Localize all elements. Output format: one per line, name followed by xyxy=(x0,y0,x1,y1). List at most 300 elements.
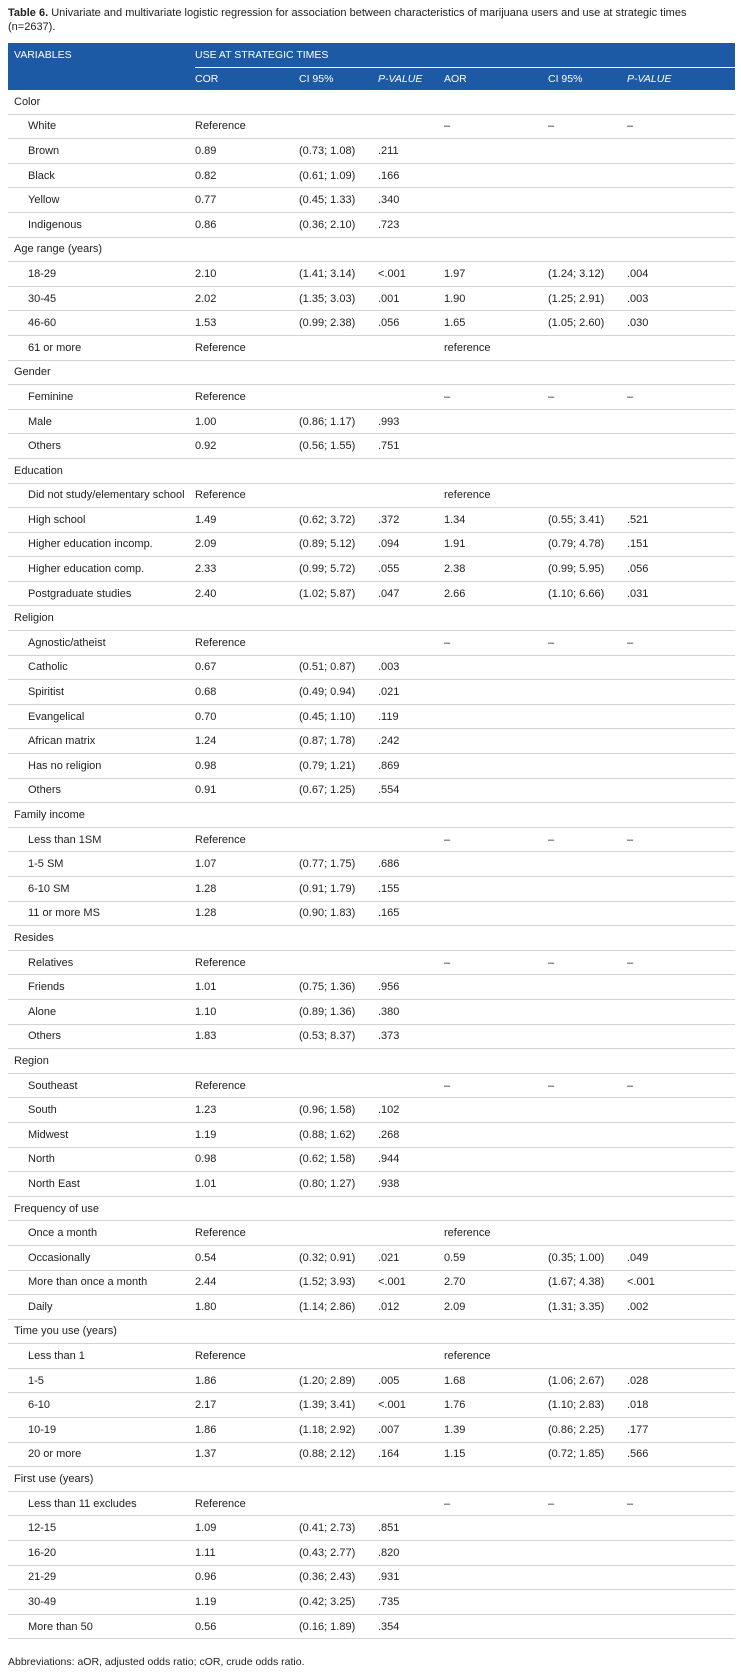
cell-cor: 1.07 xyxy=(195,852,299,877)
row-label: Indigenous xyxy=(8,212,195,237)
cell-ci-cor xyxy=(299,827,378,852)
cell-pvalue-aor: – xyxy=(627,385,735,410)
cell-ci-cor: (0.87; 1.78) xyxy=(299,729,378,754)
cell-pvalue-cor: .056 xyxy=(378,311,444,336)
cell-pvalue-cor: .751 xyxy=(378,434,444,459)
cell-pvalue-aor xyxy=(627,1590,735,1615)
cell-pvalue-cor: .047 xyxy=(378,581,444,606)
cell-ci-aor xyxy=(548,409,627,434)
table-group-row xyxy=(8,1049,735,1074)
cell-ci-cor: (0.79; 1.21) xyxy=(299,754,378,779)
cell-cor: Reference xyxy=(195,483,299,508)
row-label: Evangelical xyxy=(8,704,195,729)
row-label: 16-20 xyxy=(8,1541,195,1566)
cell-pvalue-cor: .094 xyxy=(378,532,444,557)
cell-pvalue-aor xyxy=(627,1565,735,1590)
cell-ci-cor: (0.96; 1.58) xyxy=(299,1098,378,1123)
cell-aor: – xyxy=(444,827,548,852)
cell-aor xyxy=(444,1541,548,1566)
cell-aor: – xyxy=(444,950,548,975)
cell-pvalue-aor xyxy=(627,409,735,434)
cell-cor: 0.82 xyxy=(195,163,299,188)
cell-pvalue-aor: .028 xyxy=(627,1368,735,1393)
regression-table xyxy=(8,43,735,1639)
cell-aor xyxy=(444,139,548,164)
cell-cor: 1.80 xyxy=(195,1295,299,1320)
table-row xyxy=(8,655,735,680)
cell-aor xyxy=(444,409,548,434)
cell-cor: 2.09 xyxy=(195,532,299,557)
header-group: USE AT STRATEGIC TIMES xyxy=(195,43,735,68)
cell-ci-aor xyxy=(548,852,627,877)
row-label: Occasionally xyxy=(8,1245,195,1270)
header-col-pvalue-aor: P-VALUE xyxy=(627,73,672,85)
cell-ci-cor: (0.89; 1.36) xyxy=(299,999,378,1024)
cell-cor: 2.44 xyxy=(195,1270,299,1295)
cell-ci-aor: (1.06; 2.67) xyxy=(548,1368,627,1393)
table-row xyxy=(8,1541,735,1566)
header-row-sub xyxy=(8,68,735,91)
table-row xyxy=(8,1516,735,1541)
cell-aor xyxy=(444,1565,548,1590)
table-row xyxy=(8,1073,735,1098)
table-row xyxy=(8,163,735,188)
cell-ci-cor: (0.45; 1.33) xyxy=(299,188,378,213)
cell-ci-cor: (0.36; 2.10) xyxy=(299,212,378,237)
header-col-ci-cor: CI 95% xyxy=(299,73,334,85)
cell-pvalue-cor: .268 xyxy=(378,1122,444,1147)
cell-cor: Reference xyxy=(195,1491,299,1516)
cell-ci-aor xyxy=(548,1024,627,1049)
cell-cor: 1.86 xyxy=(195,1418,299,1443)
cell-aor: reference xyxy=(444,1344,548,1369)
group-label: Gender xyxy=(8,360,735,385)
cell-cor: 0.70 xyxy=(195,704,299,729)
cell-ci-aor xyxy=(548,335,627,360)
cell-cor: 0.56 xyxy=(195,1614,299,1639)
cell-pvalue-cor: .340 xyxy=(378,188,444,213)
cell-ci-cor: (0.88; 2.12) xyxy=(299,1442,378,1467)
cell-pvalue-aor xyxy=(627,1516,735,1541)
table-row xyxy=(8,631,735,656)
cell-ci-aor: (1.10; 2.83) xyxy=(548,1393,627,1418)
table-row xyxy=(8,999,735,1024)
cell-cor: 1.19 xyxy=(195,1590,299,1615)
row-label: 61 or more xyxy=(8,335,195,360)
cell-ci-aor xyxy=(548,1172,627,1197)
cell-pvalue-cor: .993 xyxy=(378,409,444,434)
row-label: 30-45 xyxy=(8,286,195,311)
cell-aor: reference xyxy=(444,483,548,508)
table-row xyxy=(8,483,735,508)
cell-aor xyxy=(444,877,548,902)
cell-aor xyxy=(444,1516,548,1541)
cell-pvalue-cor: .055 xyxy=(378,557,444,582)
row-label: More than once a month xyxy=(8,1270,195,1295)
row-label: 11 or more MS xyxy=(8,901,195,926)
cell-cor: 2.33 xyxy=(195,557,299,582)
cell-aor xyxy=(444,163,548,188)
cell-pvalue-cor: .956 xyxy=(378,975,444,1000)
cell-pvalue-cor: .166 xyxy=(378,163,444,188)
table-row xyxy=(8,877,735,902)
row-label: Yellow xyxy=(8,188,195,213)
cell-ci-cor: (0.75; 1.36) xyxy=(299,975,378,1000)
row-label: 1-5 SM xyxy=(8,852,195,877)
table-group-row xyxy=(8,606,735,631)
cell-ci-aor xyxy=(548,188,627,213)
row-label: Others xyxy=(8,434,195,459)
table-row xyxy=(8,188,735,213)
cell-ci-cor: (1.35; 3.03) xyxy=(299,286,378,311)
cell-pvalue-cor: .021 xyxy=(378,1245,444,1270)
row-label: Agnostic/atheist xyxy=(8,631,195,656)
table-group-row xyxy=(8,458,735,483)
group-label: Frequency of use xyxy=(8,1196,735,1221)
cell-aor: 1.68 xyxy=(444,1368,548,1393)
cell-ci-aor xyxy=(548,754,627,779)
table-row xyxy=(8,1295,735,1320)
cell-pvalue-aor xyxy=(627,1147,735,1172)
cell-ci-aor: (0.86; 2.25) xyxy=(548,1418,627,1443)
table-row xyxy=(8,754,735,779)
cell-pvalue-cor: .372 xyxy=(378,508,444,533)
cell-cor: 0.77 xyxy=(195,188,299,213)
cell-ci-aor xyxy=(548,655,627,680)
cell-pvalue-aor: .151 xyxy=(627,532,735,557)
row-label: Alone xyxy=(8,999,195,1024)
row-label: Brown xyxy=(8,139,195,164)
table-row xyxy=(8,508,735,533)
cell-ci-aor xyxy=(548,704,627,729)
cell-cor: 1.01 xyxy=(195,1172,299,1197)
cell-aor: reference xyxy=(444,1221,548,1246)
cell-aor: reference xyxy=(444,335,548,360)
table-group-row xyxy=(8,237,735,262)
cell-pvalue-aor: – xyxy=(627,827,735,852)
cell-aor xyxy=(444,1614,548,1639)
row-label: Postgraduate studies xyxy=(8,581,195,606)
row-label: Higher education comp. xyxy=(8,557,195,582)
table-row xyxy=(8,532,735,557)
cell-cor: 0.86 xyxy=(195,212,299,237)
cell-aor: – xyxy=(444,631,548,656)
cell-pvalue-cor: .380 xyxy=(378,999,444,1024)
cell-ci-cor: (0.45; 1.10) xyxy=(299,704,378,729)
cell-ci-cor: (1.52; 3.93) xyxy=(299,1270,378,1295)
cell-ci-aor xyxy=(548,1590,627,1615)
table-group-row xyxy=(8,360,735,385)
row-label: Black xyxy=(8,163,195,188)
cell-pvalue-aor xyxy=(627,434,735,459)
table-group-row xyxy=(8,1319,735,1344)
cell-pvalue-aor xyxy=(627,852,735,877)
cell-pvalue-aor xyxy=(627,163,735,188)
table-row xyxy=(8,1098,735,1123)
cell-cor: 1.83 xyxy=(195,1024,299,1049)
cell-pvalue-aor: .049 xyxy=(627,1245,735,1270)
cell-cor: 0.96 xyxy=(195,1565,299,1590)
cell-ci-cor xyxy=(299,1221,378,1246)
cell-ci-cor: (0.49; 0.94) xyxy=(299,680,378,705)
cell-pvalue-cor: .003 xyxy=(378,655,444,680)
cell-ci-aor: (0.79; 4.78) xyxy=(548,532,627,557)
row-label: 46-60 xyxy=(8,311,195,336)
table-row xyxy=(8,581,735,606)
cell-cor: 1.28 xyxy=(195,901,299,926)
cell-cor: Reference xyxy=(195,631,299,656)
table-row xyxy=(8,1491,735,1516)
cell-aor xyxy=(444,778,548,803)
cell-ci-cor: (0.56; 1.55) xyxy=(299,434,378,459)
cell-ci-aor: (0.55; 3.41) xyxy=(548,508,627,533)
cell-cor: 0.89 xyxy=(195,139,299,164)
cell-ci-aor xyxy=(548,1344,627,1369)
table-row xyxy=(8,1221,735,1246)
row-label: 1-5 xyxy=(8,1368,195,1393)
cell-pvalue-aor xyxy=(627,335,735,360)
cell-pvalue-cor: .001 xyxy=(378,286,444,311)
table-row xyxy=(8,1172,735,1197)
cell-aor: 2.09 xyxy=(444,1295,548,1320)
group-label: Resides xyxy=(8,926,735,951)
cell-cor: 1.11 xyxy=(195,1541,299,1566)
cell-pvalue-cor xyxy=(378,335,444,360)
cell-ci-aor xyxy=(548,1221,627,1246)
table-body xyxy=(8,90,735,1639)
row-label: 21-29 xyxy=(8,1565,195,1590)
cell-cor: 1.49 xyxy=(195,508,299,533)
row-label: South xyxy=(8,1098,195,1123)
table-row xyxy=(8,1270,735,1295)
cell-cor: 1.28 xyxy=(195,877,299,902)
cell-ci-cor: (0.90; 1.83) xyxy=(299,901,378,926)
table-row xyxy=(8,1344,735,1369)
cell-ci-aor xyxy=(548,1614,627,1639)
cell-ci-cor: (0.91; 1.79) xyxy=(299,877,378,902)
table-row xyxy=(8,901,735,926)
cell-pvalue-aor: – xyxy=(627,631,735,656)
row-label: 6-10 xyxy=(8,1393,195,1418)
cell-ci-cor: (0.86; 1.17) xyxy=(299,409,378,434)
cell-aor xyxy=(444,704,548,729)
cell-ci-aor: (1.25; 2.91) xyxy=(548,286,627,311)
cell-ci-cor: (0.99; 2.38) xyxy=(299,311,378,336)
cell-ci-aor xyxy=(548,999,627,1024)
cell-pvalue-cor: <.001 xyxy=(378,1270,444,1295)
cell-aor xyxy=(444,1147,548,1172)
cell-pvalue-cor: .851 xyxy=(378,1516,444,1541)
cell-pvalue-cor: .869 xyxy=(378,754,444,779)
row-label: 18-29 xyxy=(8,262,195,287)
row-label: More than 50 xyxy=(8,1614,195,1639)
cell-aor xyxy=(444,729,548,754)
cell-pvalue-cor: .164 xyxy=(378,1442,444,1467)
row-label: 10-19 xyxy=(8,1418,195,1443)
cell-cor: Reference xyxy=(195,827,299,852)
cell-ci-aor: (1.10; 6.66) xyxy=(548,581,627,606)
cell-pvalue-aor xyxy=(627,901,735,926)
cell-ci-aor xyxy=(548,778,627,803)
table-row xyxy=(8,409,735,434)
cell-ci-cor: (0.99; 5.72) xyxy=(299,557,378,582)
cell-ci-aor xyxy=(548,1122,627,1147)
cell-pvalue-aor xyxy=(627,212,735,237)
cell-aor: – xyxy=(444,1073,548,1098)
cell-ci-cor: (1.02; 5.87) xyxy=(299,581,378,606)
cell-ci-aor xyxy=(548,483,627,508)
cell-aor: – xyxy=(444,1491,548,1516)
cell-ci-cor: (0.42; 3.25) xyxy=(299,1590,378,1615)
table-group-row xyxy=(8,1196,735,1221)
table-row xyxy=(8,852,735,877)
cell-ci-aor xyxy=(548,1541,627,1566)
cell-ci-aor: – xyxy=(548,631,627,656)
cell-cor: 0.98 xyxy=(195,1147,299,1172)
cell-pvalue-cor xyxy=(378,114,444,139)
cell-cor: 2.17 xyxy=(195,1393,299,1418)
cell-ci-aor xyxy=(548,729,627,754)
row-label: High school xyxy=(8,508,195,533)
cell-pvalue-cor: .102 xyxy=(378,1098,444,1123)
cell-pvalue-cor xyxy=(378,1344,444,1369)
cell-aor xyxy=(444,1098,548,1123)
table-row xyxy=(8,680,735,705)
cell-ci-cor: (0.80; 1.27) xyxy=(299,1172,378,1197)
row-label: Less than 1 xyxy=(8,1344,195,1369)
cell-pvalue-cor: .005 xyxy=(378,1368,444,1393)
cell-ci-cor: (0.67; 1.25) xyxy=(299,778,378,803)
table-row xyxy=(8,778,735,803)
cell-aor xyxy=(444,212,548,237)
cell-aor xyxy=(444,1024,548,1049)
row-label: Less than 1SM xyxy=(8,827,195,852)
cell-pvalue-aor: – xyxy=(627,1491,735,1516)
cell-ci-aor xyxy=(548,434,627,459)
cell-ci-cor: (1.39; 3.41) xyxy=(299,1393,378,1418)
cell-pvalue-aor xyxy=(627,877,735,902)
cell-cor: 2.02 xyxy=(195,286,299,311)
cell-ci-cor xyxy=(299,950,378,975)
cell-pvalue-aor xyxy=(627,999,735,1024)
cell-pvalue-aor xyxy=(627,729,735,754)
row-label: Has no religion xyxy=(8,754,195,779)
table-row xyxy=(8,557,735,582)
cell-aor xyxy=(444,188,548,213)
table-footnote: Abbreviations: aOR, adjusted odds ratio; cOR, crude odds ratio. xyxy=(8,1656,305,1668)
cell-pvalue-aor: .030 xyxy=(627,311,735,336)
cell-pvalue-cor: <.001 xyxy=(378,262,444,287)
cell-aor: – xyxy=(444,385,548,410)
cell-ci-cor xyxy=(299,483,378,508)
cell-ci-cor xyxy=(299,631,378,656)
cell-pvalue-aor xyxy=(627,483,735,508)
cell-aor xyxy=(444,655,548,680)
group-label: Family income xyxy=(8,803,735,828)
cell-pvalue-cor: .155 xyxy=(378,877,444,902)
group-label: Time you use (years) xyxy=(8,1319,735,1344)
table-row xyxy=(8,139,735,164)
cell-aor: 1.65 xyxy=(444,311,548,336)
cell-cor: Reference xyxy=(195,950,299,975)
table-row xyxy=(8,1122,735,1147)
cell-cor: 1.00 xyxy=(195,409,299,434)
cell-aor: 1.76 xyxy=(444,1393,548,1418)
cell-pvalue-cor: .554 xyxy=(378,778,444,803)
cell-ci-cor: (1.20; 2.89) xyxy=(299,1368,378,1393)
cell-ci-aor: (1.31; 3.35) xyxy=(548,1295,627,1320)
row-label: White xyxy=(8,114,195,139)
row-label: Midwest xyxy=(8,1122,195,1147)
cell-aor: – xyxy=(444,114,548,139)
group-label: Age range (years) xyxy=(8,237,735,262)
table-caption-text: Univariate and multivariate logistic regression for association between characteristics of marijuana users and use at strategic times (n=2637). xyxy=(8,7,687,33)
row-label: Once a month xyxy=(8,1221,195,1246)
cell-ci-cor: (0.51; 0.87) xyxy=(299,655,378,680)
cell-pvalue-cor: .021 xyxy=(378,680,444,705)
table-group-row xyxy=(8,1467,735,1492)
table-row xyxy=(8,729,735,754)
cell-cor: Reference xyxy=(195,385,299,410)
cell-pvalue-cor xyxy=(378,827,444,852)
cell-pvalue-aor: .002 xyxy=(627,1295,735,1320)
cell-pvalue-cor xyxy=(378,950,444,975)
cell-pvalue-aor xyxy=(627,655,735,680)
cell-ci-aor xyxy=(548,163,627,188)
row-label: 20 or more xyxy=(8,1442,195,1467)
cell-pvalue-cor: .242 xyxy=(378,729,444,754)
cell-pvalue-aor xyxy=(627,1098,735,1123)
group-label: Region xyxy=(8,1049,735,1074)
cell-cor: 1.24 xyxy=(195,729,299,754)
cell-pvalue-cor: .931 xyxy=(378,1565,444,1590)
cell-aor: 1.97 xyxy=(444,262,548,287)
cell-pvalue-cor: .723 xyxy=(378,212,444,237)
row-label: Others xyxy=(8,778,195,803)
row-label: Catholic xyxy=(8,655,195,680)
cell-aor xyxy=(444,680,548,705)
cell-aor xyxy=(444,754,548,779)
table-row xyxy=(8,950,735,975)
cell-cor: 0.54 xyxy=(195,1245,299,1270)
cell-cor: Reference xyxy=(195,335,299,360)
row-label: Southeast xyxy=(8,1073,195,1098)
cell-ci-aor: – xyxy=(548,114,627,139)
cell-pvalue-cor: .211 xyxy=(378,139,444,164)
cell-cor: 1.37 xyxy=(195,1442,299,1467)
cell-pvalue-aor xyxy=(627,188,735,213)
cell-ci-aor: – xyxy=(548,1491,627,1516)
table-group-row xyxy=(8,803,735,828)
cell-aor: 2.66 xyxy=(444,581,548,606)
cell-pvalue-aor: .566 xyxy=(627,1442,735,1467)
cell-ci-cor: (1.41; 3.14) xyxy=(299,262,378,287)
table-row xyxy=(8,262,735,287)
cell-cor: 0.67 xyxy=(195,655,299,680)
table-row xyxy=(8,704,735,729)
cell-pvalue-aor: .003 xyxy=(627,286,735,311)
cell-ci-aor xyxy=(548,139,627,164)
cell-pvalue-cor: .165 xyxy=(378,901,444,926)
cell-pvalue-aor: – xyxy=(627,1073,735,1098)
table-row xyxy=(8,335,735,360)
cell-pvalue-cor: .007 xyxy=(378,1418,444,1443)
row-label: Others xyxy=(8,1024,195,1049)
cell-ci-cor: (0.88; 1.62) xyxy=(299,1122,378,1147)
cell-pvalue-cor: .012 xyxy=(378,1295,444,1320)
table-row xyxy=(8,286,735,311)
cell-ci-aor xyxy=(548,680,627,705)
